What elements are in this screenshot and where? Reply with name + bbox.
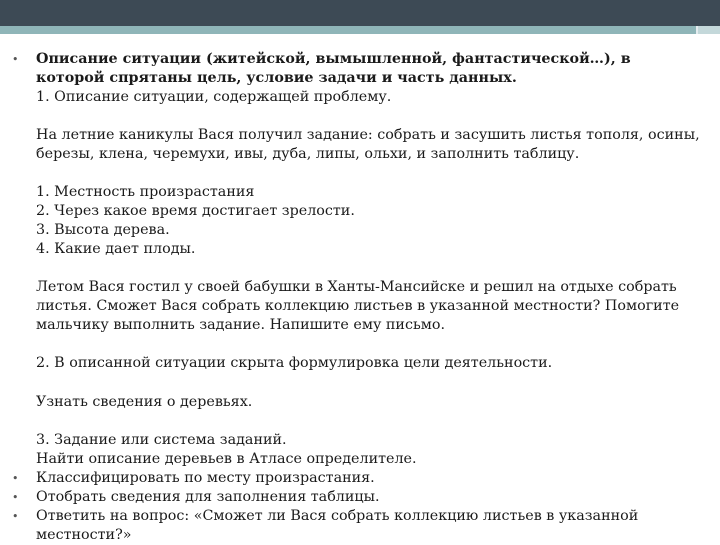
list-item: 3. Высота дерева.	[36, 222, 170, 238]
heading-line-2: которой спрятаны цель, условие задачи и часть данных.	[36, 70, 517, 86]
section-3-title: 3. Задание или система заданий.	[36, 432, 287, 448]
bullet-item-continued: местности?»	[36, 527, 132, 543]
header-accent-stripe	[0, 26, 696, 34]
list-item: 1. Местность произрастания	[36, 184, 255, 200]
goal-text: Узнать сведения о деревьях.	[36, 394, 253, 410]
bullet-marker: •	[12, 472, 19, 485]
bullet-item: Классифицировать по месту произрастания.	[36, 470, 375, 486]
bullet-marker: •	[12, 53, 19, 66]
bullet-item: Отобрать сведения для заполнения таблицы.	[36, 489, 380, 505]
task-text: Найти описание деревьев в Атласе определителе.	[36, 451, 417, 467]
list-item: 4. Какие дает плоды.	[36, 241, 196, 257]
paragraph-line: мальчику выполнить задание. Напишите ему письмо.	[36, 317, 446, 333]
section-1-title: 1. Описание ситуации, содержащей проблему.	[36, 89, 392, 105]
slide-header-bar	[0, 0, 720, 26]
heading-line-1: Описание ситуации (житейской, вымышленной, фантастической…), в	[36, 51, 631, 67]
list-item: 2. Через какое время достигает зрелости.	[36, 203, 355, 219]
bullet-marker: •	[12, 510, 19, 523]
section-2-title: 2. В описанной ситуации скрыта формулировка цели деятельности.	[36, 355, 553, 371]
paragraph-line: На летние каникулы Вася получил задание: собрать и засушить листья тополя, осины,	[36, 127, 700, 143]
bullet-item: Ответить на вопрос: «Сможет ли Вася собрать коллекцию листьев в указанной	[36, 508, 639, 524]
header-accent-end	[698, 26, 720, 34]
paragraph-line: Летом Вася гостил у своей бабушки в Ханты-Мансийске и решил на отдыхе собрать	[36, 279, 677, 295]
paragraph-line: березы, клена, черемухи, ивы, дуба, липы, ольхи, и заполнить таблицу.	[36, 146, 580, 162]
slide-header-accent	[0, 26, 720, 34]
paragraph-line: листья. Сможет Вася собрать коллекцию листьев в указанной местности? Помогите	[36, 298, 680, 314]
bullet-marker: •	[12, 491, 19, 504]
